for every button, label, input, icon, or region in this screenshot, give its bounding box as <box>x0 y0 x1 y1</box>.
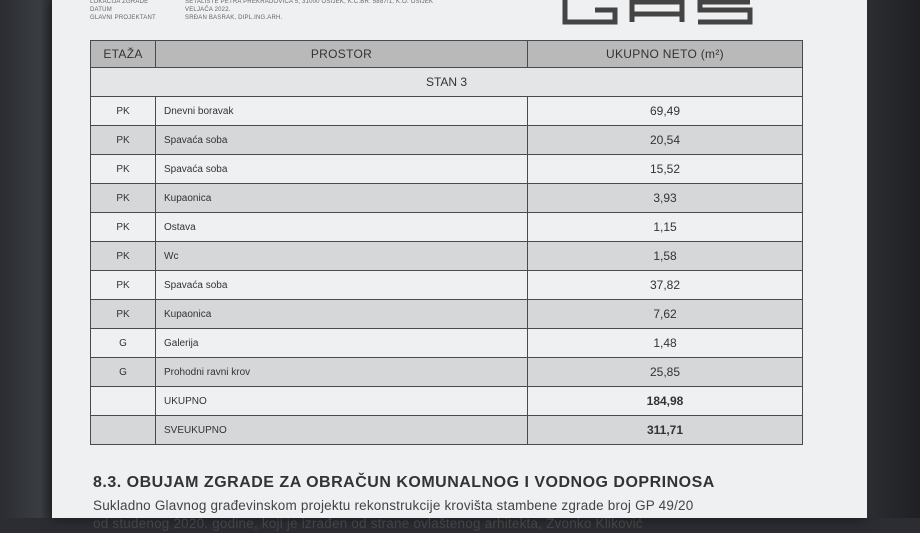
cell-etaza: PK <box>91 242 156 271</box>
paragraph-line: od studenog 2020. godine, koji je izrađen od strane ovlaštenog arhitekta, Zvonko Kliković <box>93 516 643 531</box>
cell-neto: 15,52 <box>528 155 803 184</box>
section-row <box>91 68 803 97</box>
cell-etaza: PK <box>91 184 156 213</box>
cell-neto: 1,48 <box>528 329 803 358</box>
cell-etaza: PK <box>91 155 156 184</box>
cell-etaza: PK <box>91 97 156 126</box>
header-prostor: PROSTOR <box>156 41 528 68</box>
cell-prostor: Prohodni ravni krov <box>156 358 528 387</box>
cell-neto: 20,54 <box>528 126 803 155</box>
section-label: STAN 3 <box>91 68 803 97</box>
cell-etaza: G <box>91 358 156 387</box>
cell-neto: 69,49 <box>528 97 803 126</box>
table-row <box>91 271 803 300</box>
header-etaza: ETAŽA <box>91 41 156 68</box>
cell-prostor: Spavaća soba <box>156 155 528 184</box>
grand-total-row <box>91 416 803 445</box>
cell-prostor: Wc <box>156 242 528 271</box>
section-heading: 8.3. OBUJAM ZGRADE ZA OBRAČUN KOMUNALNOG I VODNOG DOPRINOSA <box>93 474 715 491</box>
screen-bezel <box>867 0 920 518</box>
table-header-row <box>91 41 803 68</box>
total-row <box>91 387 803 416</box>
cell-prostor: Kupaonica <box>156 184 528 213</box>
area-table <box>90 40 803 445</box>
cell-prostor: Kupaonica <box>156 300 528 329</box>
cell-neto: 37,82 <box>528 271 803 300</box>
table-row <box>91 184 803 213</box>
cell-neto: 3,93 <box>528 184 803 213</box>
total-label: UKUPNO <box>156 387 528 416</box>
cell-prostor: Dnevni boravak <box>156 97 528 126</box>
table-row <box>91 126 803 155</box>
cell-etaza: PK <box>91 271 156 300</box>
table-row <box>91 329 803 358</box>
cell-etaza: PK <box>91 300 156 329</box>
header-neto: UKUPNO NETO (m²) <box>528 41 803 68</box>
table-row <box>91 300 803 329</box>
table-row <box>91 155 803 184</box>
table-row <box>91 97 803 126</box>
meta-value: SRĐAN BASRAK, DIPL.ING.ARH. <box>185 15 283 21</box>
meta-key: GLAVNI PROJEKTANT <box>90 15 156 21</box>
cell-etaza: PK <box>91 213 156 242</box>
company-logo <box>560 0 760 30</box>
cell-prostor: Spavaća soba <box>156 126 528 155</box>
cell-neto: 25,85 <box>528 358 803 387</box>
cell-prostor: Ostava <box>156 213 528 242</box>
meta-value: ŠETALIŠTE PETRA PREKRADOVIĆA 5, 31000 OSIJEK, K.Č.BR. 5887/1, K.O. OSIJEK <box>185 0 434 5</box>
table-row <box>91 358 803 387</box>
meta-key: DATUM <box>90 7 112 13</box>
cell-empty <box>91 387 156 416</box>
cell-etaza: PK <box>91 126 156 155</box>
cell-etaza: G <box>91 329 156 358</box>
cell-prostor: Galerija <box>156 329 528 358</box>
table-row <box>91 242 803 271</box>
total-value: 184,98 <box>528 387 803 416</box>
meta-value: VELJAČA 2022. <box>185 7 231 13</box>
table-row <box>91 213 803 242</box>
body-paragraph <box>93 497 693 533</box>
document-meta <box>90 0 433 22</box>
cell-neto: 7,62 <box>528 300 803 329</box>
cell-neto: 1,15 <box>528 213 803 242</box>
meta-key: LOKACIJA ZGRADE <box>90 0 149 5</box>
cell-empty <box>91 416 156 445</box>
grand-total-value: 311,71 <box>528 416 803 445</box>
cell-neto: 1,58 <box>528 242 803 271</box>
cell-prostor: Spavaća soba <box>156 271 528 300</box>
grand-total-label: SVEUKUPNO <box>156 416 528 445</box>
paragraph-line: Sukladno Glavnog građevinskom projektu rekonstrukcije krovišta stambene zgrade broj GP 49/20 <box>93 498 694 513</box>
